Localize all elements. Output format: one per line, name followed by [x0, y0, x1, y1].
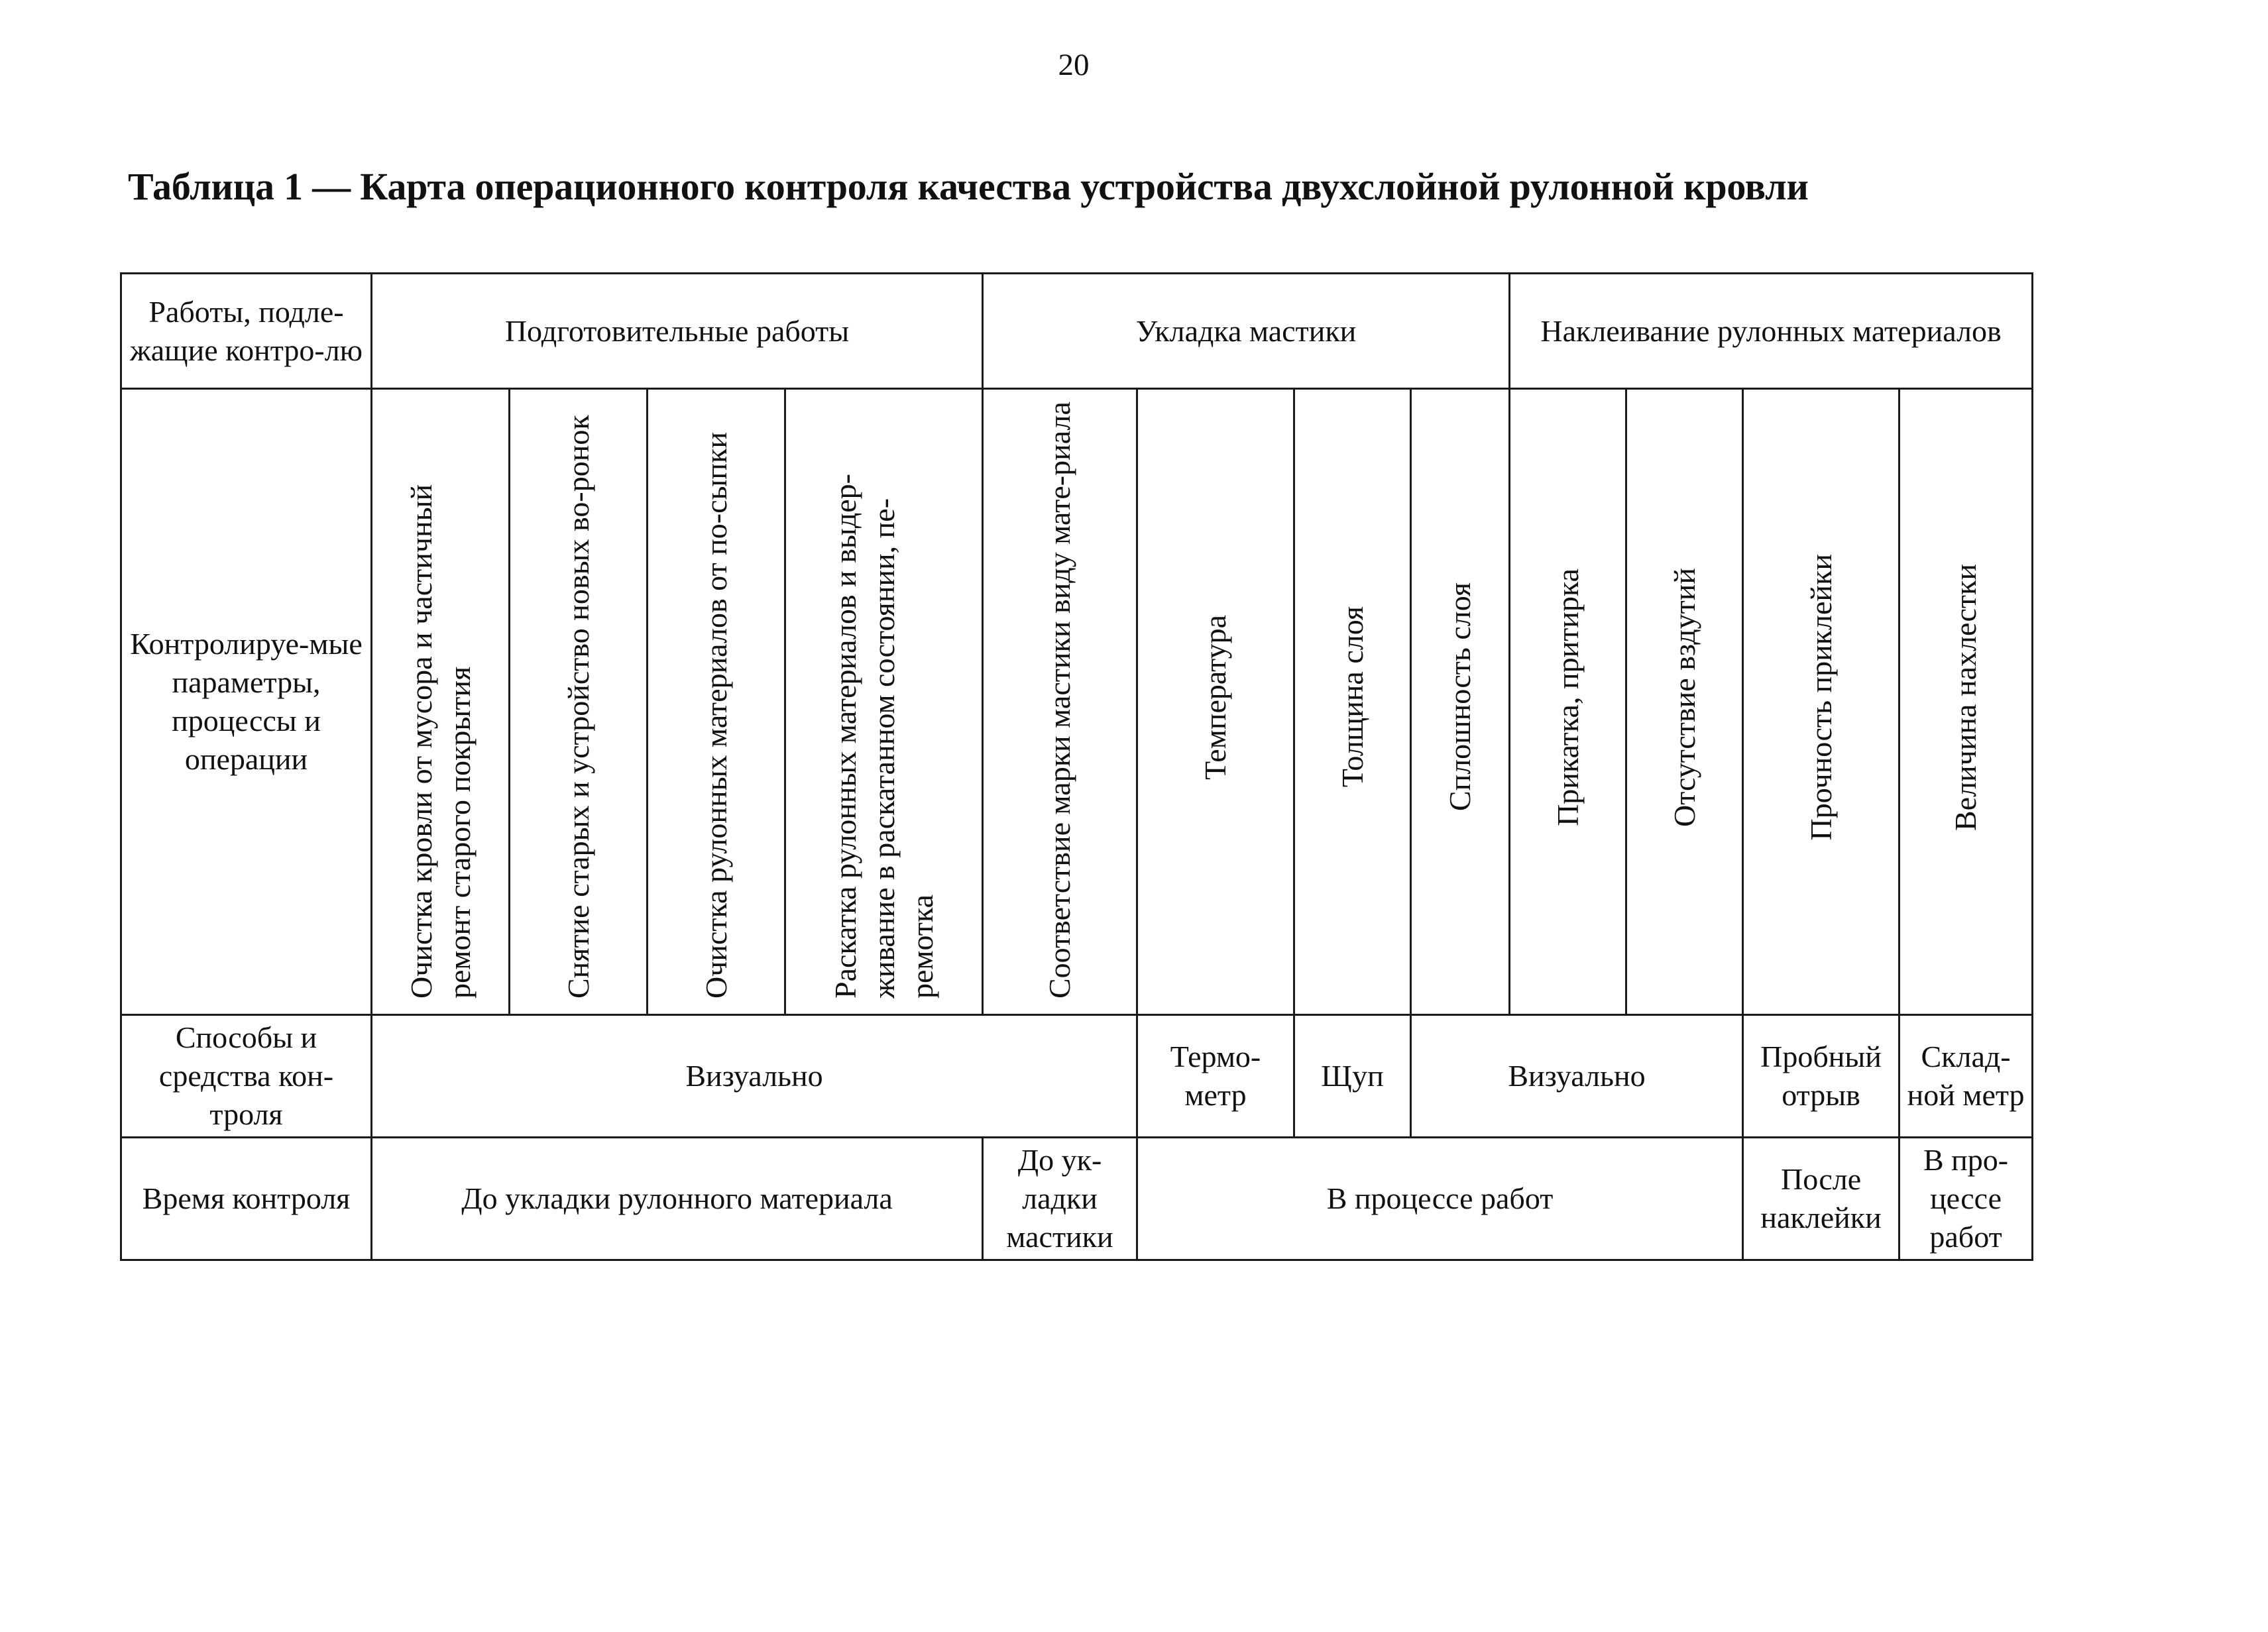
time-cell: В процессе работ [1137, 1137, 1743, 1260]
param-cell [1626, 389, 1743, 1015]
time-label: Время контроля [121, 1137, 372, 1260]
param-text: Температура [1198, 614, 1233, 780]
method-cell: Щуп [1294, 1015, 1411, 1138]
time-row [121, 1137, 2033, 1260]
time-cell: После наклейки [1743, 1137, 1899, 1260]
method-cell: Пробный отрыв [1743, 1015, 1899, 1138]
param-cell [1510, 389, 1626, 1015]
group-preparatory: Подготовительные работы [372, 274, 983, 389]
param-cell [648, 389, 785, 1015]
method-cell: Склад-ной метр [1899, 1015, 2033, 1138]
quality-control-table [120, 272, 2033, 1261]
method-cell: Визуально [1411, 1015, 1743, 1138]
param-cell [1743, 389, 1899, 1015]
param-text: Величина нахлестки [1949, 563, 1983, 831]
group-gluing: Наклеивание рулонных материалов [1510, 274, 2033, 389]
param-text: Раскатка рулонных материалов и выдер-живание в раскатанном состоянии, пе-ремотка [828, 474, 939, 999]
param-text: Очистка кровли от мусора и частичный ремонт старого покрытия [404, 484, 477, 999]
param-cell [510, 389, 648, 1015]
param-cell [372, 389, 510, 1015]
params-row [121, 389, 2033, 1015]
param-text: Сплошность слоя [1443, 582, 1477, 812]
param-cell [785, 389, 983, 1015]
methods-label: Способы и средства кон-троля [121, 1015, 372, 1138]
method-cell: Визуально [372, 1015, 1137, 1138]
works-row [121, 274, 2033, 389]
group-mastic: Укладка мастики [983, 274, 1510, 389]
page-number: 20 [1058, 48, 1090, 82]
param-text: Очистка рулонных материалов от по-сыпки [699, 431, 733, 999]
params-label: Контролируе-мые параметры, процессы и операции [121, 389, 372, 1015]
param-cell [983, 389, 1137, 1015]
param-cell [1137, 389, 1294, 1015]
param-cell [1411, 389, 1510, 1015]
param-text: Толщина слоя [1335, 606, 1369, 788]
param-cell [1899, 389, 2033, 1015]
works-label: Работы, подле-жащие контро-лю [121, 274, 372, 389]
param-cell [1294, 389, 1411, 1015]
time-cell: В про-цессе работ [1899, 1137, 2033, 1260]
methods-row [121, 1015, 2033, 1138]
time-cell: До укладки рулонного материала [372, 1137, 983, 1260]
method-cell: Термо-метр [1137, 1015, 1294, 1138]
table-title: Таблица 1 — Карта операционного контроля качества устройства двухслойной рулонной кровли [128, 165, 1809, 208]
param-text: Прочность приклейки [1803, 553, 1838, 841]
param-text: Снятие старых и устройство новых во-ронок [561, 415, 595, 999]
param-text: Соответствие марки мастики виду мате-риала [1043, 402, 1077, 999]
param-text: Прикатка, притирка [1550, 568, 1585, 826]
param-text: Отсутствие вздутий [1667, 567, 1701, 827]
time-cell: До ук-ладки мастики [983, 1137, 1137, 1260]
